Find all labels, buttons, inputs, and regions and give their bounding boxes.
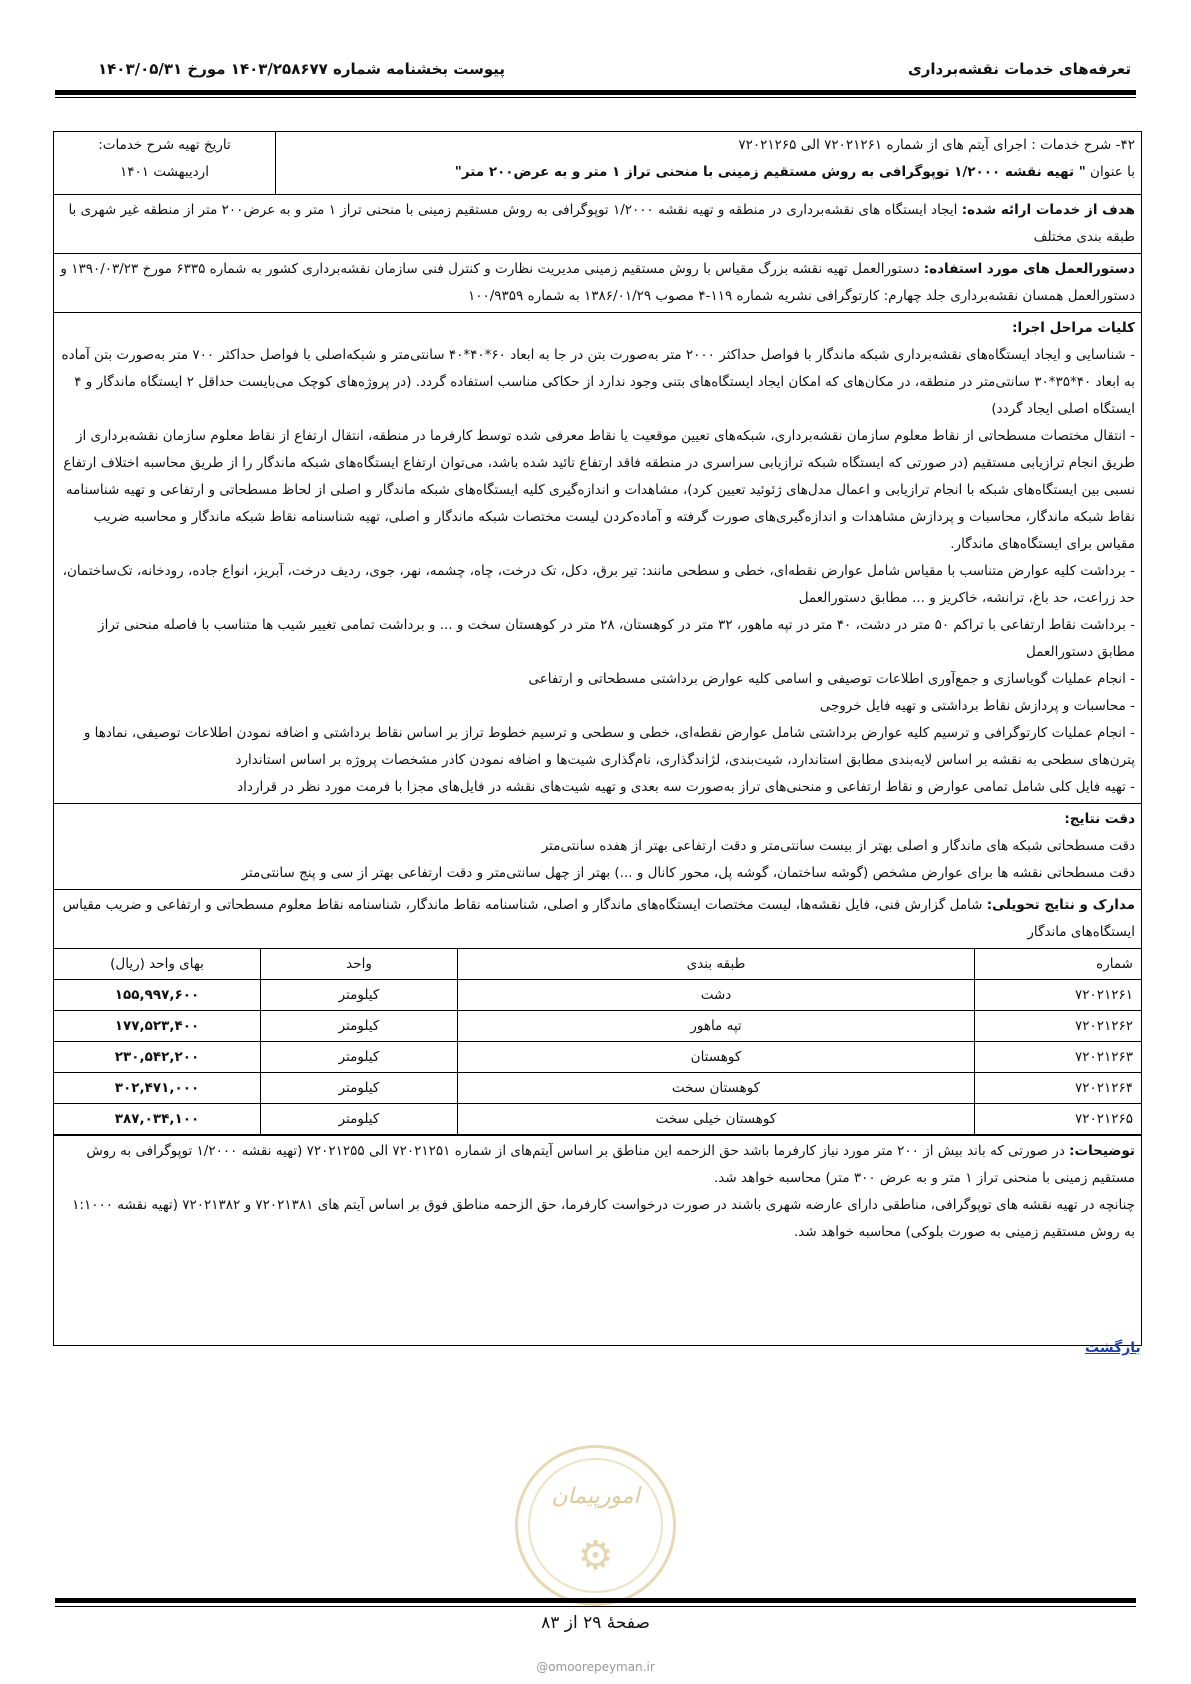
deliverables-text: شامل گزارش فنی، فایل نقشه‌ها، لیست مختصات ایستگاه‌های ماندگار و اصلی، شناسنامه نقاط ماندگار، شناسنامه نقاط معلوم مسطحاتی و ارتفاعی و ضریب مقیاس ایستگاه‌های ماندگار xyxy=(62,897,1135,940)
notes-text-1: در صورتی که باند بیش از ۲۰۰ متر مورد نیاز کارفرما باشد حق الزحمه این مناطق بر اساس آیتم‌های از شماره ۷۲۰۲۱۲۵۱ الی ۷۲۰۲۱۲۵۵ (تهیه نقشه ۱/۲۰۰۰ توپوگرافی به روش مستقیم زمینی با منحنی تراز ۱ متر و به عرض ۳۰۰ متر) محاسبه خواهد شد. xyxy=(86,1143,1135,1186)
page-number: صفحۀ ۲۹ از ۸۳ xyxy=(541,1613,650,1633)
goal-label: هدف از خدمات ارائه شده: xyxy=(961,202,1135,218)
goal-text: ایجاد ایستگاه های نقشه‌برداری در منطقه و تهیه نقشه ۱/۲۰۰۰ توپوگرافی به روش مستقیم زمینی با منحنی تراز ۱ متر و به عرض۲۰۰ متر از منطقه غیر شهری با طبقه بندی مختلف xyxy=(68,202,1135,245)
row-unit: کیلومتر xyxy=(261,1042,458,1073)
notes-text-2: چنانچه در تهیه نقشه های توپوگرافی، مناطقی دارای عارضه شهری باشند در صورت درخواست کارفرما، حق الزحمه مناطق فوق بر اساس آیتم های ۷۲۰۲۱۳۸۱ و ۷۲۰۲۱۳۸۲ (تهیه نقشه ۱:۱۰۰۰ به روش مستقیم زمینی به صورت بلوکی) محاسبه خواهد شد. xyxy=(72,1197,1135,1240)
rates-table-row xyxy=(54,949,1141,1136)
gear-icon: ⚙ xyxy=(577,1533,614,1579)
row-unit: کیلومتر xyxy=(261,1073,458,1104)
step-item: - انجام عملیات گویاسازی و جمع‌آوری اطلاعات توصیفی و اسامی کلیه عوارض برداشتی مسطحاتی و ارتفاعی xyxy=(528,671,1135,687)
step-item: - محاسبات و پردازش نقاط برداشتی و تهیه فایل خروجی xyxy=(819,698,1135,714)
table-row xyxy=(54,1104,1141,1135)
rates-table xyxy=(54,949,1141,1135)
row-price: ۳۰۲,۴۷۱,۰۰۰ xyxy=(54,1073,261,1104)
seal-text: امورپیمان xyxy=(551,1484,640,1509)
header-category: طبقه بندی xyxy=(458,949,975,980)
service-line1: ۴۲- شرح خدمات : اجرای آیتم های از شماره ۷۲۰۲۱۲۶۱ الی ۷۲۰۲۱۲۶۵ xyxy=(738,137,1135,153)
service-name: " تهیه نقشه ۱/۲۰۰۰ توپوگرافی به روش مستقیم زمینی با منحنی تراز ۱ متر و به عرض۲۰۰ متر" xyxy=(454,164,1086,180)
table-row xyxy=(54,980,1141,1011)
row-category: کوهستان سخت xyxy=(458,1073,975,1104)
row-category: تپه ماهور xyxy=(458,1011,975,1042)
watermark: @omoorepeyman.ir xyxy=(536,1660,655,1674)
step-item: - انجام عملیات کارتوگرافی و ترسیم کلیه عوارض برداشتی شامل عوارض نقطه‌ای، خطی و سطحی و ترسیم خطوط تراز بر اساس نقاط برداشتی و اضافه نمودن اطلاعات توصیفی، نمادها و پترن‌های سطحی به نقشه بر اساس لایه‌بندی مطابق استاندارد، شیت‌بندی، لژاندگذاری، نام‌گذاری شیت‌ها و اضافه نمودن کادر مشخصات پروژه بر اساس استاندارد xyxy=(83,725,1135,768)
header-unit: واحد xyxy=(261,949,458,980)
row-unit: کیلومتر xyxy=(261,980,458,1011)
notes-label: توضیحات: xyxy=(1069,1143,1135,1159)
header-title: تعرفه‌های خدمات نقشه‌برداری xyxy=(907,60,1131,78)
service-title-row xyxy=(54,132,1141,195)
step-item: - تهیه فایل کلی شامل تمامی عوارض و نقاط ارتفاعی و منحنی‌های تراز به‌صورت سه بعدی و تهیه شیت‌های نقشه در فایل‌های مجزا با فرمت مورد نظر در قرارداد xyxy=(237,779,1135,795)
publisher-seal-logo xyxy=(515,1445,676,1606)
header-rule xyxy=(55,90,1136,95)
page-header xyxy=(98,56,1131,86)
step-item: - برداشت کلیه عوارض متناسب با مقیاس شامل عوارض نقطه‌ای، خطی و سطحی مانند: تیر برق، دکل، تک درخت، چاه، چشمه، نهر، جوی، ردیف درخت، آبریز، انواع جاده، رودخانه، تک‌ساختمان، حد زراعت، حد باغ، ترانشه، خاکریز و ... مطابق دستورالعمل xyxy=(62,563,1135,606)
row-code: ۷۲۰۲۱۲۶۱ xyxy=(975,980,1142,1011)
row-code: ۷۲۰۲۱۲۶۴ xyxy=(975,1073,1142,1104)
service-description-frame xyxy=(53,131,1142,1346)
header-code: شماره xyxy=(975,949,1142,980)
table-row xyxy=(54,1042,1141,1073)
deliverables-section xyxy=(54,890,1141,949)
row-category: کوهستان خیلی سخت xyxy=(458,1104,975,1135)
row-category: کوهستان xyxy=(458,1042,975,1073)
instructions-section xyxy=(54,254,1141,313)
row-price: ۲۳۰,۵۴۲,۲۰۰ xyxy=(54,1042,261,1073)
table-header-row xyxy=(54,949,1141,980)
step-item: - انتقال مختصات مسطحاتی از نقاط معلوم سازمان نقشه‌برداری، شبکه‌های تعیین موقعیت یا نقاط معرفی شده توسط کارفرما در منطقه، انتقال ارتفاع از نقاط معلوم سازمان نقشه‌برداری از طریق انجام ترازیابی مستقیم (در صورتی که ایستگاه شبکه ترازیابی سراسری در منطقه فاقد ارتفاع تائید شده باشد، می‌توان ارتفاع ایستگاه‌های شبکه ماندگار را از طریق محاسبه اختلاف ارتفاع نسبی بین ایستگاه‌های شبکه با انجام ترازیابی و اعمال مدل‌های ژئوئید تعیین کرد)، مشاهدات و اندازه‌گیری کلیه ایستگاه‌های شبکه ماندگار و اصلی از لحاظ مسطحاتی و ارتفاعی و تهیه شناسنامه نقاط شبکه ماندگار، محاسبات و پردازش مشاهدات و اندازه‌گیری‌های صورت گرفته و آماده‌کردن لیست مختصات شبکه ماندگار و اصلی، تهیه شناسنامه نقاط شبکه ماندگار و محاسبه ضریب مقیاس برای ایستگاه‌های ماندگار. xyxy=(63,428,1135,552)
table-row xyxy=(54,1011,1141,1042)
accuracy-section xyxy=(54,804,1141,890)
steps-section xyxy=(54,313,1141,804)
table-row xyxy=(54,1073,1141,1104)
accuracy-label: دقت نتایج: xyxy=(1064,811,1135,827)
instructions-text: دستورالعمل تهیه نقشه بزرگ مقیاس با روش مستقیم زمینی مدیریت نظارت و کنترل فنی سازمان نقشه‌برداری کشور به شماره ۶۳۳۵ مورخ ۱۳۹۰/۰۳/۲۳ و دستورالعمل همسان نقشه‌برداری جلد چهارم: کارتوگرافی نشریه شماره ۱۱۹-۴ مصوب ۱۳۸۶/۰۱/۲۹ به شماره ۱۰۰/۹۳۵۹ xyxy=(60,261,1135,304)
date-value: اردیبهشت ۱۴۰۱ xyxy=(120,164,209,180)
row-category: دشت xyxy=(458,980,975,1011)
row-price: ۳۸۷,۰۳۴,۱۰۰ xyxy=(54,1104,261,1135)
row-code: ۷۲۰۲۱۲۶۲ xyxy=(975,1011,1142,1042)
service-title xyxy=(275,132,1141,194)
accuracy-line: دقت مسطحاتی شبکه های ماندگار و اصلی بهتر از بیست سانتی‌متر و دقت ارتفاعی بهتر از هفده سانتی‌متر xyxy=(541,838,1135,854)
header-rule-thin xyxy=(55,97,1136,98)
row-unit: کیلومتر xyxy=(261,1011,458,1042)
row-code: ۷۲۰۲۱۲۶۳ xyxy=(975,1042,1142,1073)
row-price: ۱۵۵,۹۹۷,۶۰۰ xyxy=(54,980,261,1011)
header-price: بهای واحد (ریال) xyxy=(54,949,261,980)
instructions-label: دستورالعمل های مورد استفاده: xyxy=(923,261,1135,277)
service-line2 xyxy=(282,159,1135,186)
footer-rule-thin xyxy=(55,1606,1136,1607)
row-code: ۷۲۰۲۱۲۶۵ xyxy=(975,1104,1142,1135)
service-line2-prefix: با عنوان xyxy=(1085,164,1135,180)
back-link[interactable]: بازگشت xyxy=(1085,1340,1141,1356)
step-item: - شناسایی و ایجاد ایستگاه‌های نقشه‌برداری شبکه ماندگار با فواصل حداکثر ۲۰۰۰ متر به‌صورت بتن در جا به ابعاد ۶۰*۴۰*۴۰ سانتی‌متر و شبکه‌اصلی با فواصل حداکثر ۷۰۰ متر به‌صورت بتن آماده به ابعاد ۴۰*۳۵*۳۰ سانتی‌متر در منطقه، در مکان‌های که امکان ایجاد ایستگاه‌های بتنی وجود ندارد از حکاکی مناسب استفاده گردد. (در پروژه‌های کوچک می‌بایست حداقل ۲ ایستگاه ماندگار و ۴ ایستگاه اصلی ایجاد گردد) xyxy=(61,347,1135,417)
header-circular-ref: پیوست بخشنامه شماره ۱۴۰۳/۲۵۸۶۷۷ مورخ ۱۴۰۳/۰۵/۳۱ xyxy=(98,60,506,78)
step-item: - برداشت نقاط ارتفاعی با تراکم ۵۰ متر در دشت، ۴۰ متر در تپه ماهور، ۳۲ متر در کوهستان، ۲۸ متر در کوهستان سخت و ... و برداشت تمامی تغییر شیب ها متناسب با فاصله منحنی تراز مطابق دستورالعمل xyxy=(98,617,1135,660)
footer-rule xyxy=(55,1598,1136,1603)
date-label: تاریخ تهیه شرح خدمات: xyxy=(98,137,231,153)
service-date-box xyxy=(54,132,275,194)
goal-section xyxy=(54,195,1141,254)
deliverables-label: مدارک و نتایج تحویلی: xyxy=(986,897,1135,913)
row-price: ۱۷۷,۵۲۳,۴۰۰ xyxy=(54,1011,261,1042)
notes-section xyxy=(54,1136,1141,1248)
row-unit: کیلومتر xyxy=(261,1104,458,1135)
steps-label: کلیات مراحل اجرا: xyxy=(1012,320,1135,336)
accuracy-line: دقت مسطحاتی نقشه ها برای عوارض مشخص (گوشه ساختمان، گوشه پل، محور کانال و ...) بهتر از چهل سانتی‌متر و دقت ارتفاعی بهتر از سی و پنج سانتی‌متر xyxy=(241,865,1135,881)
